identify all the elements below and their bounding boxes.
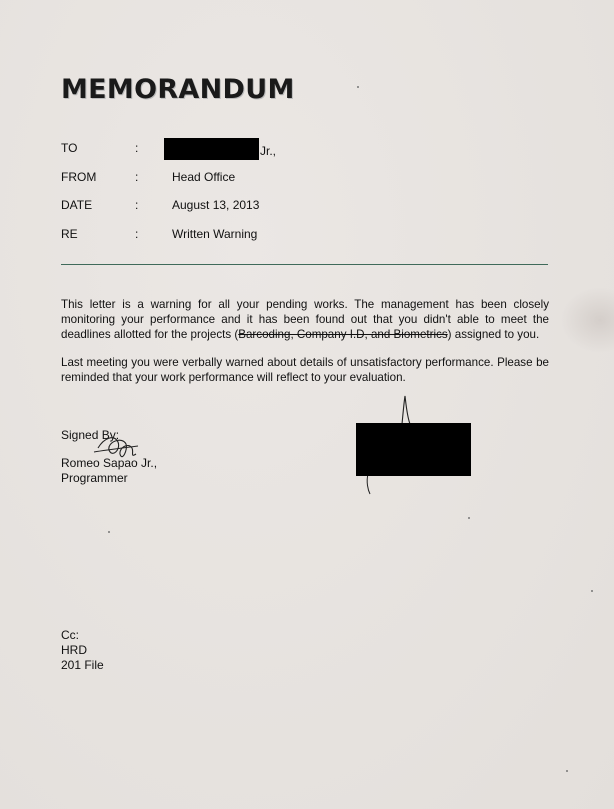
redacted-name-block bbox=[164, 138, 259, 160]
p1-text-b: ) assigned to you. bbox=[447, 328, 540, 341]
re-colon: : bbox=[135, 227, 139, 241]
cc-recipient: 201 File bbox=[61, 658, 104, 672]
cc-label: Cc: bbox=[61, 628, 79, 642]
body-paragraph-1 bbox=[61, 297, 549, 342]
date-label: DATE bbox=[61, 198, 93, 212]
signer-block bbox=[61, 456, 157, 486]
paper-speck bbox=[591, 590, 593, 592]
p1-struck-projects: Barcoding, Company I.D, and Biometrics bbox=[238, 328, 448, 341]
cc-block bbox=[61, 628, 104, 673]
signer-position: Programmer bbox=[61, 471, 128, 485]
paper-speck bbox=[468, 517, 470, 519]
paper-speck bbox=[357, 86, 359, 88]
signer-name: Romeo Sapao Jr., bbox=[61, 456, 158, 470]
from-value: Head Office bbox=[172, 170, 236, 184]
re-value: Written Warning bbox=[172, 227, 258, 241]
to-label: TO bbox=[61, 141, 78, 155]
p1-text-a: This letter is a warning for all your pending works. The management has been closely monitoring your performance and it has been found out that you didn't able to meet the deadlines allotted for the projects ( bbox=[61, 298, 549, 341]
to-colon: : bbox=[135, 141, 139, 155]
re-label: RE bbox=[61, 227, 78, 241]
signed-by-label: Signed By: bbox=[61, 428, 120, 442]
from-label: FROM bbox=[61, 170, 97, 184]
to-value bbox=[172, 141, 276, 163]
to-suffix: Jr., bbox=[260, 144, 277, 159]
date-value: August 13, 2013 bbox=[172, 198, 260, 212]
from-colon: : bbox=[135, 170, 139, 184]
cc-recipient: HRD bbox=[61, 643, 87, 657]
paper-speck bbox=[566, 770, 568, 772]
memo-title: MEMORANDUM bbox=[61, 74, 295, 105]
redacted-signature-block bbox=[356, 423, 471, 476]
body-paragraph-2: Last meeting you were verbally warned about details of unsatisfactory performance. Please be reminded that your work performance will reflect to your evaluation. bbox=[61, 356, 549, 384]
date-colon: : bbox=[135, 198, 139, 212]
header-divider bbox=[61, 264, 548, 265]
paper-speck bbox=[108, 531, 110, 533]
